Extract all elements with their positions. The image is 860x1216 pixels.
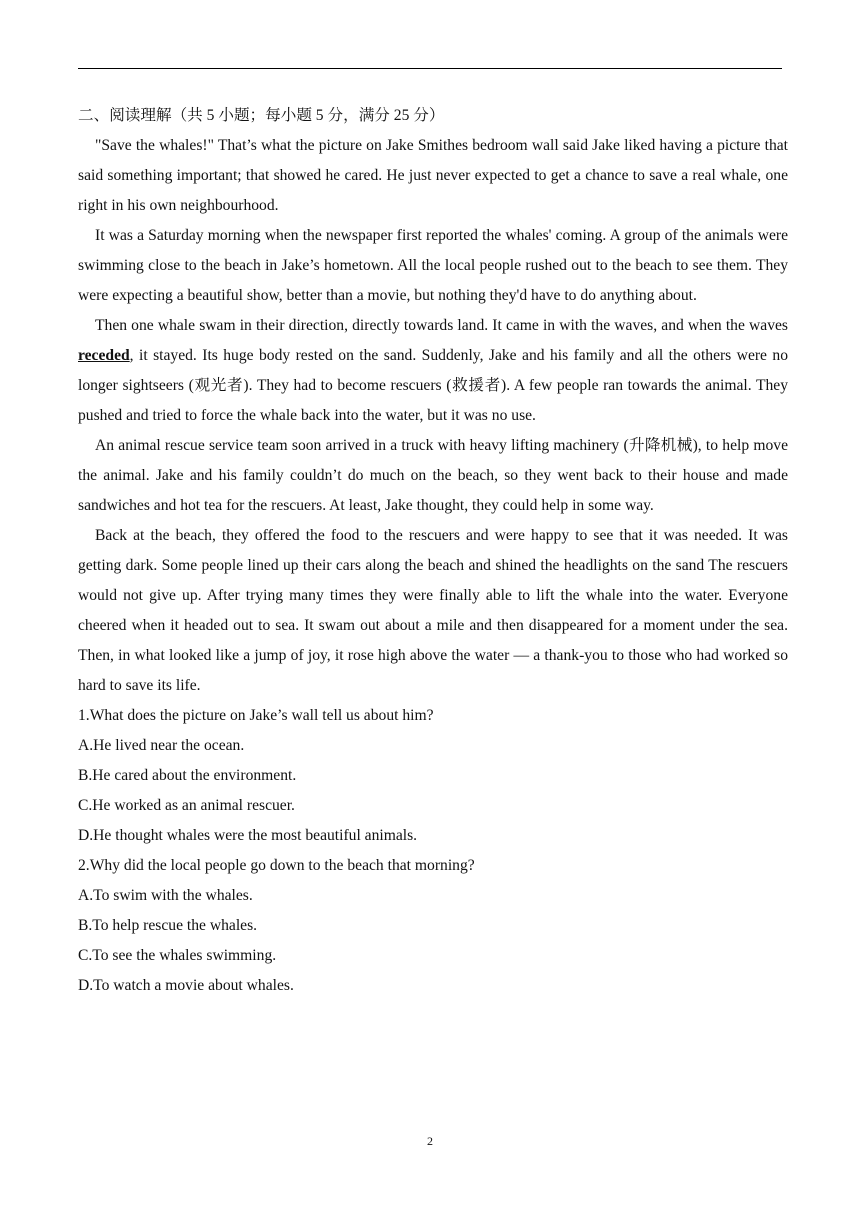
section-title: 二、阅读理解（共 5 小题；每小题 5 分，满分 25 分） [78, 107, 445, 124]
option-b: B.To help rescue the whales. [78, 917, 258, 934]
passage-paragraph-5: Back at the beach, they offered the food to the rescuers and were happy to see that it was needed. It was getting dark. Some people lined up their cars along the beach and shined the headlights on the sand The rescuers would not give up. After trying many times they were finally able to lift the whale into the water. Everyone cheered when it headed out to sea. It swam out about a mile and then disappeared for a moment under the sea. Then, in what looked like a jump of joy, it rose high above the water — a thank-you to those who had worked so hard to save its life. [78, 527, 788, 694]
page-number: 2 [427, 1134, 433, 1148]
option-c: C.To see the whales swimming. [78, 947, 277, 964]
option-d: D.To watch a movie about whales. [78, 977, 294, 994]
passage-paragraph-2: It was a Saturday morning when the newspaper first reported the whales' coming. A group of the animals were swimming close to the beach in Jake’s hometown. All the local people rushed out to the beach to see them. They were expecting a beautiful show, better than a movie, but nothing they'd have to do anything about. [78, 227, 788, 304]
option-c: C.He worked as an animal rescuer. [78, 797, 295, 814]
question-1 [78, 701, 788, 851]
question-stem: 1.What does the picture on Jake’s wall tell us about him? [78, 707, 434, 724]
page-content [78, 101, 788, 1001]
passage-paragraph-1: "Save the whales!" That’s what the picture on Jake Smithes bedroom wall said Jake liked having a picture that said something important; that showed he cared. He just never expected to get a chance to save a real whale, one right in his own neighbourhood. [78, 137, 788, 214]
option-a: A.To swim with the whales. [78, 887, 253, 904]
question-2 [78, 851, 788, 1001]
passage-paragraph-4: An animal rescue service team soon arrived in a truck with heavy lifting machinery (升降机械), to help move the animal. Jake and his family couldn’t do much on the beach, so they went back to their house and made sandwiches and hot tea for the rescuers. At least, Jake thought, they could help in some way. [78, 437, 788, 514]
passage-paragraph-3 [78, 311, 788, 431]
header-rule [78, 68, 782, 69]
paragraph-3-text-before: Then one whale swam in their direction, directly towards land. It came in with the waves, and when the waves [95, 317, 788, 334]
paragraph-3-text-after: , it stayed. Its huge body rested on the sand. Suddenly, Jake and his family and all the others were no longer sightseers (观光者). They had to become rescuers (救援者). A few people ran towards the animal. They pushed and tried to force the whale back into the water, but it was no use. [78, 347, 788, 424]
option-a: A.He lived near the ocean. [78, 737, 245, 754]
option-b: B.He cared about the environment. [78, 767, 297, 784]
option-d: D.He thought whales were the most beautiful animals. [78, 827, 418, 844]
question-stem: 2.Why did the local people go down to the beach that morning? [78, 857, 475, 874]
underlined-keyword: receded [78, 347, 130, 364]
